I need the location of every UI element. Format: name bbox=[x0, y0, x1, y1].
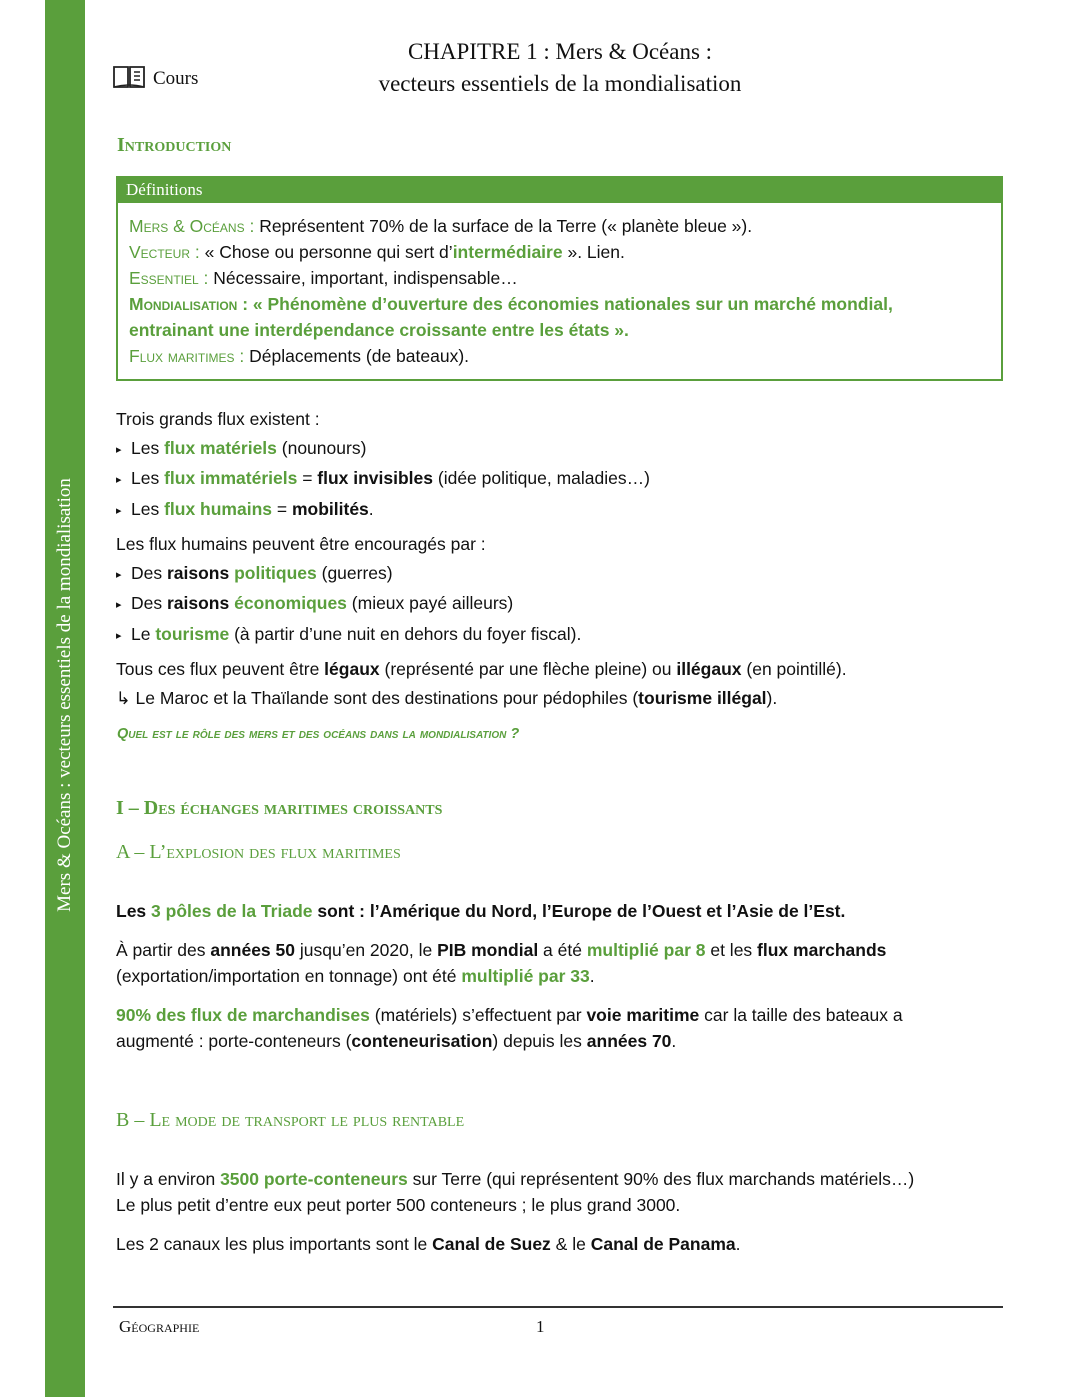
course-label: Cours bbox=[153, 68, 199, 89]
title-line-2: vecteurs essentiels de la mondialisation bbox=[378, 71, 742, 96]
problem-question: Quel est le rôle des mers et des océans dans la mondialisation ? bbox=[117, 726, 520, 742]
bullet-icon: ▸ bbox=[116, 599, 122, 611]
page-number: 1 bbox=[536, 1317, 545, 1336]
def-label: Essentiel : bbox=[129, 268, 209, 288]
def-vecteur: Vecteur : « Chose ou personne qui sert d’intermédiaire ». Lien. bbox=[129, 242, 625, 262]
list-item: ▸ Le tourisme (à partir d’une nuit en dehors du foyer fiscal). bbox=[116, 620, 1006, 651]
footer-subject: Géographie bbox=[119, 1317, 200, 1336]
def-mers: Mers & Océans : Représentent 70% de la surface de la Terre (« planète bleue »). bbox=[129, 216, 753, 236]
list-item: ▸ Les flux humains = mobilités. bbox=[116, 495, 1006, 526]
definitions-body bbox=[118, 203, 1001, 369]
definitions-title: Définitions bbox=[118, 178, 1001, 203]
return-arrow-icon: ↳ bbox=[116, 687, 131, 708]
definitions-box bbox=[116, 176, 1003, 381]
marchandises-paragraph: 90% des flux de marchandises (matériels) s’effectuent par voie maritime car la taille des bateaux a augmenté : porte-conteneurs (conteneurisation) depuis les années 70. bbox=[116, 1005, 903, 1051]
flux-intro: Trois grands flux existent : bbox=[116, 409, 320, 429]
page-title bbox=[340, 36, 780, 100]
def-flux: Flux maritimes : Déplacements (de bateaux). bbox=[129, 346, 470, 366]
def-mondialisation: Mondialisation : « Phénomène d’ouverture des économies nationales sur un marché mondial, bbox=[129, 294, 893, 314]
bullet-icon: ▸ bbox=[116, 629, 122, 642]
maroc-line: ↳ Le Maroc et la Thaïlande sont des destinations pour pédophiles (tourisme illégal). bbox=[116, 687, 778, 708]
triade-paragraph: Les 3 pôles de la Triade sont : l’Amérique du Nord, l’Europe de l’Ouest et l’Asie de l’Est. bbox=[116, 901, 846, 921]
legal-line: Tous ces flux peuvent être légaux (représenté par une flèche pleine) ou illégaux (en pointillé). bbox=[116, 659, 847, 679]
canaux-paragraph: Les 2 canaux les plus importants sont le Canal de Suez & le Canal de Panama. bbox=[116, 1234, 741, 1254]
intro-heading: Introduction bbox=[117, 134, 232, 156]
bullet-icon: ▸ bbox=[116, 443, 122, 456]
humains-intro: Les flux humains peuvent être encouragés par : bbox=[116, 534, 486, 554]
humains-list bbox=[116, 530, 1006, 650]
bullet-icon: ▸ bbox=[116, 568, 122, 581]
section-1a-heading: A – L’explosion des flux maritimes bbox=[116, 841, 401, 863]
list-item: ▸ Des raisons économiques (mieux payé ailleurs) bbox=[116, 589, 1006, 620]
def-label: Vecteur : bbox=[129, 242, 200, 262]
flux-list bbox=[116, 405, 1006, 525]
def-label: Flux maritimes : bbox=[129, 346, 245, 366]
section-1-heading: I – Des échanges maritimes croissants bbox=[116, 797, 443, 819]
section-1b-heading: B – Le mode de transport le plus rentable bbox=[116, 1109, 465, 1131]
side-title: Mers & Océans : vecteurs essentiels de la mondialisation bbox=[54, 478, 75, 912]
title-line-1: CHAPITRE 1 : Mers & Océans : bbox=[407, 39, 713, 64]
def-mondialisation-cont: entrainant une interdépendance croissante entre les états ». bbox=[129, 320, 629, 340]
def-label: Mers & Océans : bbox=[129, 216, 255, 236]
def-essentiel: Essentiel : Nécessaire, important, indispensable… bbox=[129, 268, 518, 288]
course-badge bbox=[112, 63, 198, 95]
bullet-icon: ▸ bbox=[116, 504, 122, 517]
conteneurs-paragraph: Il y a environ 3500 porte-conteneurs sur Terre (qui représentent 90% des flux marchands matériels…) Le plus petit d’entre eux peut porter 500 conteneurs ; le plus grand 3000. bbox=[116, 1169, 915, 1215]
book-icon bbox=[112, 63, 146, 95]
def-label: Mondialisation : bbox=[129, 294, 249, 314]
list-item: ▸ Les flux matériels (nounours) bbox=[116, 434, 1006, 465]
footer-divider bbox=[113, 1306, 1003, 1308]
bullet-icon: ▸ bbox=[116, 474, 122, 486]
list-item: ▸ Les flux immatériels = flux invisibles (idée politique, maladies…) bbox=[116, 464, 1006, 495]
pib-paragraph: À partir des années 50 jusqu’en 2020, le PIB mondial a été multiplié par 8 et les flux marchands (exportation/importation en tonnage) ont été multiplié par 33. bbox=[116, 940, 887, 986]
legal-paragraph bbox=[116, 655, 1006, 712]
list-item: ▸ Des raisons politiques (guerres) bbox=[116, 559, 1006, 590]
